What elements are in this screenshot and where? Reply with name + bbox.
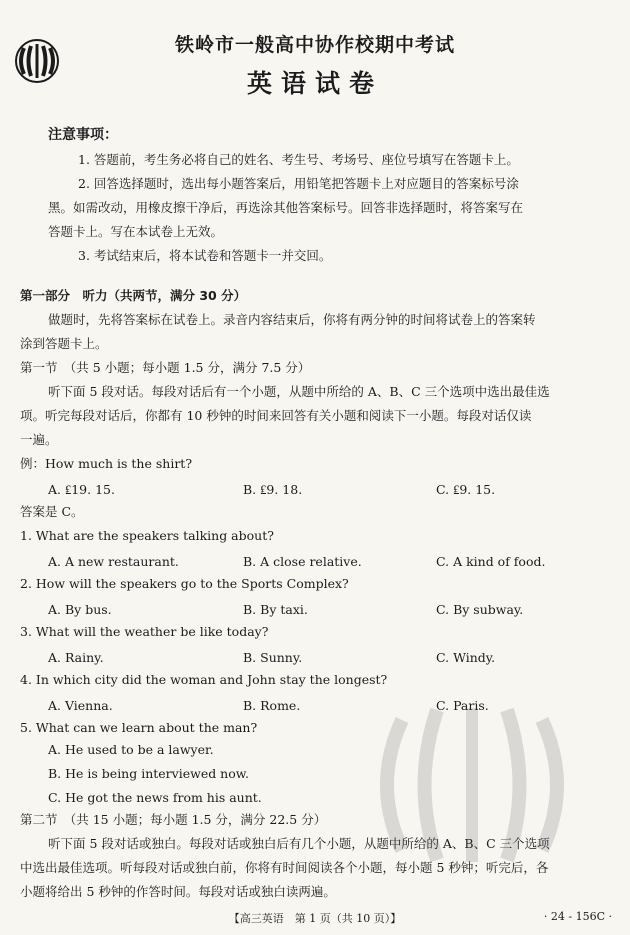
notes-heading: 注意事项： xyxy=(48,127,118,143)
question-4: 4. In which city did the woman and John stay the longest? xyxy=(20,672,388,687)
notes-line: 2. 回答选择题时，选出每小题答案后，用铅笔把答题卡上对应题目的答案标号涂 xyxy=(78,176,519,191)
part1-intro-line: 涂到答题卡上。 xyxy=(20,336,108,351)
example-option-c: C. ₤9. 15. xyxy=(436,482,496,497)
q1-option-b: B. A close relative. xyxy=(243,554,362,569)
watermark-logo-icon xyxy=(372,700,572,870)
question-1: 1. What are the speakers talking about? xyxy=(20,528,274,543)
q5-option-a: A. He used to be a lawyer. xyxy=(48,742,214,757)
section1-heading: 第一节 （共 5 小题；每小题 1.5 分，满分 7.5 分） xyxy=(20,360,311,375)
section2-instruction-line: 听下面 5 段对话或独白。每段对话或独白后有几个小题，从题中所给的 A、B、C 三个选项 xyxy=(48,836,550,851)
question-2: 2. How will the speakers go to the Sports Complex? xyxy=(20,576,349,591)
notes-line: 答题卡上。写在本试卷上无效。 xyxy=(48,224,224,239)
paper-code: · 24 - 156C · xyxy=(543,910,612,923)
section1-instruction-line: 一遍。 xyxy=(20,432,58,447)
section2-heading: 第二节 （共 15 小题；每小题 1.5 分，满分 22.5 分） xyxy=(20,812,327,827)
example-option-a: A. ₤19. 15. xyxy=(48,482,115,497)
q2-option-b: B. By taxi. xyxy=(243,602,308,617)
q1-option-a: A. A new restaurant. xyxy=(48,554,179,569)
q5-option-b: B. He is being interviewed now. xyxy=(48,766,249,781)
notes-line: 3. 考试结束后，将本试卷和答题卡一并交回。 xyxy=(78,248,332,263)
page-footer: 【高三英语 第 1 页（共 10 页）】 xyxy=(228,912,402,925)
example-option-b: B. ₤9. 18. xyxy=(243,482,303,497)
section2-instruction-line: 小题将给出 5 秒钟的作答时间。每段对话或独白读两遍。 xyxy=(20,884,336,899)
q4-option-a: A. Vienna. xyxy=(48,698,113,713)
section2-instruction-line: 中选出最佳选项。听每段对话或独白前，你将有时间阅读各个小题，每小题 5 秒钟；听完后，各 xyxy=(20,860,549,875)
q2-option-a: A. By bus. xyxy=(48,602,112,617)
section1-instruction-line: 项。听完每段对话后，你都有 10 秒钟的时间来回答有关小题和阅读下一小题。每段对话仅读 xyxy=(20,408,532,423)
example-question: 例：How much is the shirt? xyxy=(20,456,193,471)
q3-option-b: B. Sunny. xyxy=(243,650,303,665)
notes-line: 黑。如需改动，用橡皮擦干净后，再选涂其他答案标号。回答非选择题时，将答案写在 xyxy=(48,200,524,215)
q2-option-c: C. By subway. xyxy=(436,602,524,617)
exam-subtitle: 英语试卷 xyxy=(246,69,383,98)
example-answer: 答案是 C。 xyxy=(20,504,84,519)
q3-option-a: A. Rainy. xyxy=(48,650,104,665)
q1-option-c: C. A kind of food. xyxy=(436,554,546,569)
exam-title: 铁岭市一般高中协作校期中考试 xyxy=(174,34,455,56)
section1-instruction-line: 听下面 5 段对话。每段对话后有一个小题，从题中所给的 A、B、C 三个选项中选出最佳选 xyxy=(48,384,550,399)
question-5: 5. What can we learn about the man? xyxy=(20,720,258,735)
question-3: 3. What will the weather be like today? xyxy=(20,624,269,639)
q4-option-b: B. Rome. xyxy=(243,698,301,713)
q4-option-c: C. Paris. xyxy=(436,698,489,713)
q5-option-c: C. He got the news from his aunt. xyxy=(48,790,262,805)
part1-intro-line: 做题时，先将答案标在试卷上。录音内容结束后，你将有两分钟的时间将试卷上的答案转 xyxy=(48,312,536,327)
part1-heading: 第一部分 听力（共两节，满分 30 分） xyxy=(20,288,247,303)
q3-option-c: C. Windy. xyxy=(436,650,496,665)
notes-line: 1. 答题前，考生务必将自己的姓名、考生号、考场号、座位号填写在答题卡上。 xyxy=(78,152,519,167)
